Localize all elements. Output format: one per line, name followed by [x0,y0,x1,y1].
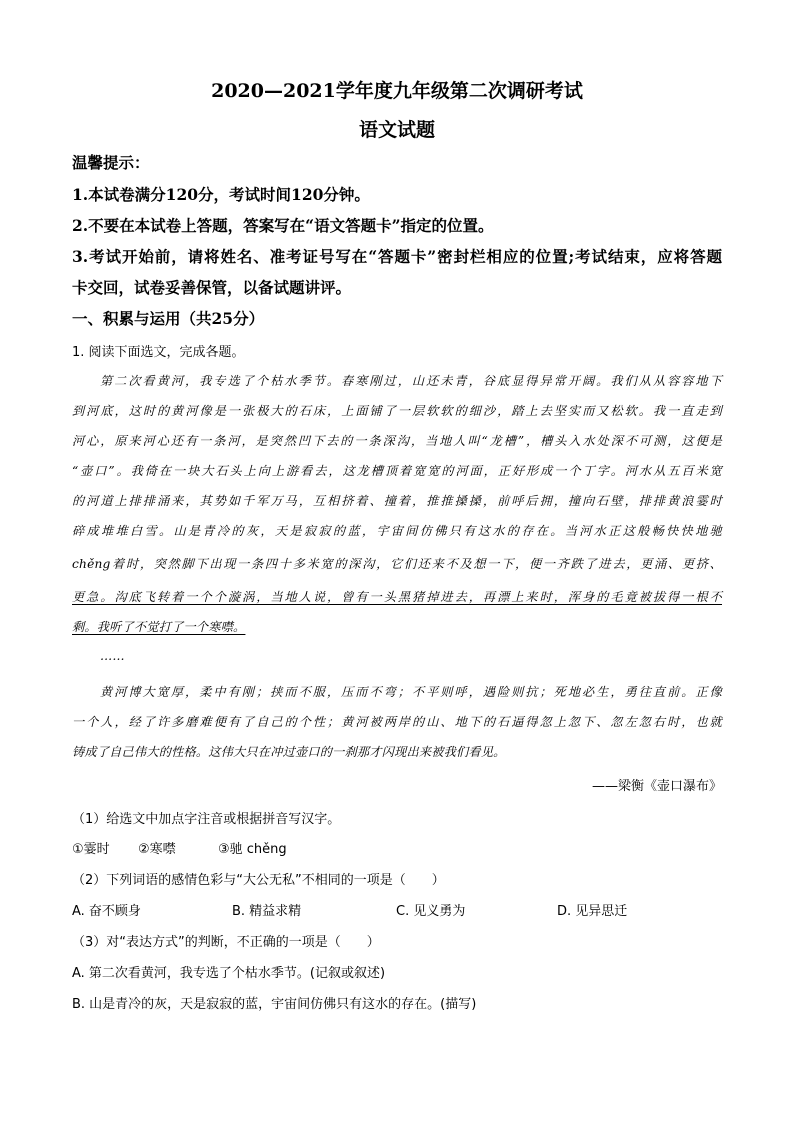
sub3-option-b: B. 山是青冷的灰，天是寂寂的蓝，宇宙间仿佛只有这水的存在。(描写) [72,997,477,1012]
exam-title: 2020—2021学年度九年级第二次调研考试 [211,80,583,102]
notice-heading: 温馨提示： [72,153,150,172]
sub3-option-a: A. 第二次看黄河，我专选了个枯水季节。(记叙或叙述) [72,966,386,981]
sub2-option-d: D. 见异思迁 [557,904,628,919]
notice-item-1: 1.本试卷满分120分，考试时间120分钟。 [72,185,370,204]
section-heading: 一、积累与运用（共25分） [72,309,265,328]
passage-source: ——梁衡《壶口瀑布》 [591,779,722,794]
passage-ellipsis: …… [100,649,125,663]
sub-question-2: （2）下列词语的感情色彩与“大公无私”不相同的一项是（ ） [72,873,445,888]
sub2-option-b: B. 精益求精 [232,904,302,919]
passage-line: “壶口”。我倚在一块大石头上向上游看去，这龙槽顶着宽宽的河面，正好形成一个丁字。河水从五百米宽 [72,464,722,478]
notice-item-3-cont: 卡交回，试卷妥善保管，以备试题讲评。 [72,278,352,297]
passage2-line: 一个人，经了许多磨难便有了自己的个性；黄河被两岸的山、地下的石逼得忽上忽下、忽左忽右时，也就 [72,715,722,729]
passage2-line: 铸成了自己伟大的性格。这伟大只在冲过壶口的一刹那才闪现出来被我们看见。 [72,745,506,759]
sub-question-1: （1）给选文中加点字注音或根据拼音写汉字。 [72,812,341,827]
sub2-option-a: A. 奋不顾身 [72,904,141,919]
sub1-item: ③驰 chěng [218,842,287,857]
sub1-item: ①霎时 [72,842,110,857]
sub1-item: ②寒噤 [138,842,176,857]
sub2-option-c: C. 见义勇为 [396,904,466,919]
passage-line: 第二次看黄河，我专选了个枯水季节。春寒刚过，山还未青，谷底显得异常开阔。我们从从容容地下 [100,374,722,388]
passage-line: 到河底，这时的黄河像是一张极大的石床，上面铺了一层软软的细沙，踏上去坚实而又松软。我一直走到 [72,404,722,418]
passage-line-underlined: 更急。沟底飞转着一个个漩涡，当地人说，曾有一头黑猪掉进去，再漂上来时，浑身的毛竟被拔得一根不 [72,590,722,604]
notice-item-2: 2.不要在本试卷上答题，答案写在“语文答题卡”指定的位置。 [72,216,494,235]
passage-line: 河心，原来河心还有一条河，是突然凹下去的一条深沟，当地人叫“龙槽”，槽头入水处深不可测，这便是 [72,434,722,448]
passage-line: 碎成堆堆白雪。山是青冷的灰，天是寂寂的蓝，宇宙间仿佛只有这水的存在。当河水正这般畅快快地驰 [72,524,722,538]
passage-line: 的河道上排排涌来，其势如千军万马，互相挤着、撞着，推推搡搡，前呼后拥，撞向石壁，排排黄浪霎时 [72,494,722,508]
sub-question-3: （3）对“表达方式”的判断，不正确的一项是（ ） [72,935,380,950]
exam-subtitle: 语文试题 [358,119,435,141]
question-1-intro: 1. 阅读下面选文，完成各题。 [72,345,245,360]
passage-line: chěng着时，突然脚下出现一条四十多米宽的深沟，它们还来不及想一下，便一齐跌了进去，更涌、更挤、 [72,557,722,571]
passage-line-underlined: 剩。我听了不觉打了一个寒噤。 [72,620,246,634]
notice-item-3: 3.考试开始前，请将姓名、准考证号写在“答题卡”密封栏相应的位置;考试结束，应将答题 [72,247,722,266]
passage2-line: 黄河博大宽厚，柔中有刚；挟而不服，压而不弯；不平则呼，遇险则抗；死地必生，勇往直前。正像 [100,685,722,699]
